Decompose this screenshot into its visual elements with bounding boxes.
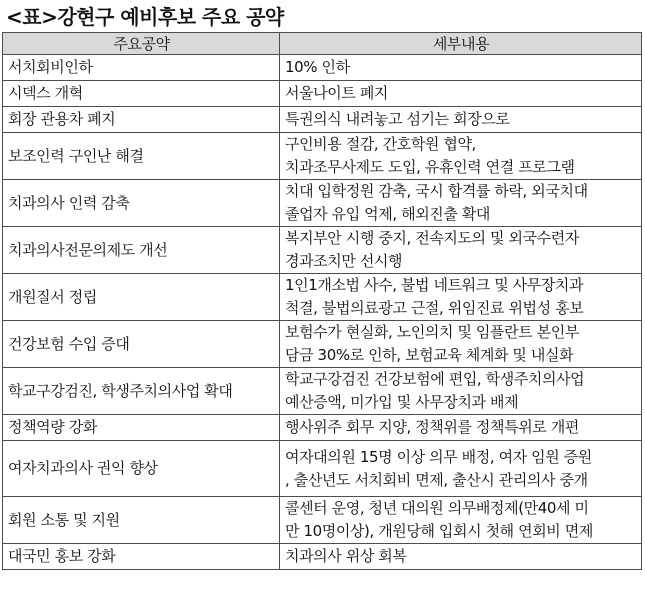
details-cell <box>280 274 642 321</box>
table-row <box>3 133 642 180</box>
header-details: 세부내용 <box>280 33 642 55</box>
detail-line: 보험수가 현실화, 노인의치 및 임플란트 본인부 <box>285 323 579 341</box>
pledge-cell: 회원 소통 및 지원 <box>3 497 280 544</box>
detail-line: , 출산년도 서치회비 면제, 출산시 관리의사 중개 <box>285 470 588 489</box>
detail-line: 치과의사 위상 회복 <box>285 547 407 565</box>
table-row <box>3 497 642 544</box>
pledge-table <box>2 32 642 570</box>
pledge-cell: 건강보험 수입 증대 <box>3 321 280 368</box>
detail-line: 복지부안 시행 중지, 전속지도의 및 외국수련자 <box>285 229 579 247</box>
detail-line: 척결, 불법의료광고 근절, 위임진료 위법성 홍보 <box>285 299 584 317</box>
pledge-cell: 서치회비인하 <box>3 55 280 81</box>
details-cell <box>280 81 642 107</box>
table-header-row <box>3 33 642 55</box>
pledge-cell: 치과의사전문의제도 개선 <box>3 227 280 274</box>
detail-line: 만 10명이상), 개원당해 입회시 첫해 연회비 면제 <box>285 522 593 540</box>
table-row <box>3 415 642 441</box>
table-row <box>3 107 642 133</box>
header-pledge: 주요공약 <box>3 33 280 55</box>
document-title: <표>강현구 예비후보 주요 공약 <box>6 5 284 29</box>
details-cell <box>280 415 642 441</box>
detail-line: 졸업자 유입 억제, 해외진출 확대 <box>285 205 491 223</box>
table-row <box>3 274 642 321</box>
details-cell <box>280 321 642 368</box>
detail-line: 경과조치만 선시행 <box>285 252 403 270</box>
detail-line: 학교구강검진 건강보험에 편입, 학생주치의사업 <box>285 370 585 388</box>
table-row <box>3 544 642 570</box>
table-row <box>3 81 642 107</box>
pledge-cell: 개원질서 정립 <box>3 274 280 321</box>
pledge-cell: 시덱스 개혁 <box>3 81 280 107</box>
details-cell <box>280 441 642 497</box>
details-cell <box>280 544 642 570</box>
detail-line: 서울나이트 폐지 <box>285 84 388 102</box>
pledge-cell: 보조인력 구인난 해결 <box>3 133 280 180</box>
details-cell <box>280 55 642 81</box>
pledge-cell: 학교구강검진, 학생주치의사업 확대 <box>3 368 280 415</box>
details-cell <box>280 368 642 415</box>
table-row <box>3 227 642 274</box>
table-row <box>3 180 642 227</box>
details-cell <box>280 107 642 133</box>
pledge-cell: 치과의사 인력 감축 <box>3 180 280 227</box>
detail-line: 1인1개소법 사수, 불법 네트워크 및 사무장치과 <box>285 276 584 294</box>
details-cell <box>280 133 642 180</box>
detail-line: 특권의식 내려놓고 섬기는 회장으로 <box>285 110 510 128</box>
details-cell <box>280 497 642 544</box>
detail-line: 10% 인하 <box>285 58 350 76</box>
detail-line: 치대 입학정원 감축, 국시 합격률 하락, 외국치대 <box>285 182 588 200</box>
pledge-cell: 정책역량 강화 <box>3 415 280 441</box>
detail-line: 콜센터 운영, 청년 대의원 의무배정제(만40세 미 <box>285 499 589 517</box>
details-cell <box>280 180 642 227</box>
pledge-cell: 여자치과의사 권익 향상 <box>3 441 280 497</box>
detail-line: 행사위주 회무 지양, 정책위를 정책특위로 개편 <box>285 418 579 436</box>
detail-line: 담금 30%로 인하, 보험교육 체계화 및 내실화 <box>285 346 574 364</box>
table-row <box>3 321 642 368</box>
pledge-cell: 회장 관용차 폐지 <box>3 107 280 133</box>
details-cell <box>280 227 642 274</box>
table-row <box>3 55 642 81</box>
table-row <box>3 368 642 415</box>
detail-line: 예산증액, 미가입 및 사무장치과 배제 <box>285 393 519 411</box>
detail-line: 여자대의원 15명 이상 의무 배정, 여자 임원 증원 <box>285 447 592 466</box>
detail-line: 치과조무사제도 도입, 유휴인력 연결 프로그램 <box>285 158 575 176</box>
detail-line: 구인비용 절감, 간호학원 협약, <box>285 135 476 153</box>
pledge-cell: 대국민 홍보 강화 <box>3 544 280 570</box>
table-row <box>3 441 642 497</box>
